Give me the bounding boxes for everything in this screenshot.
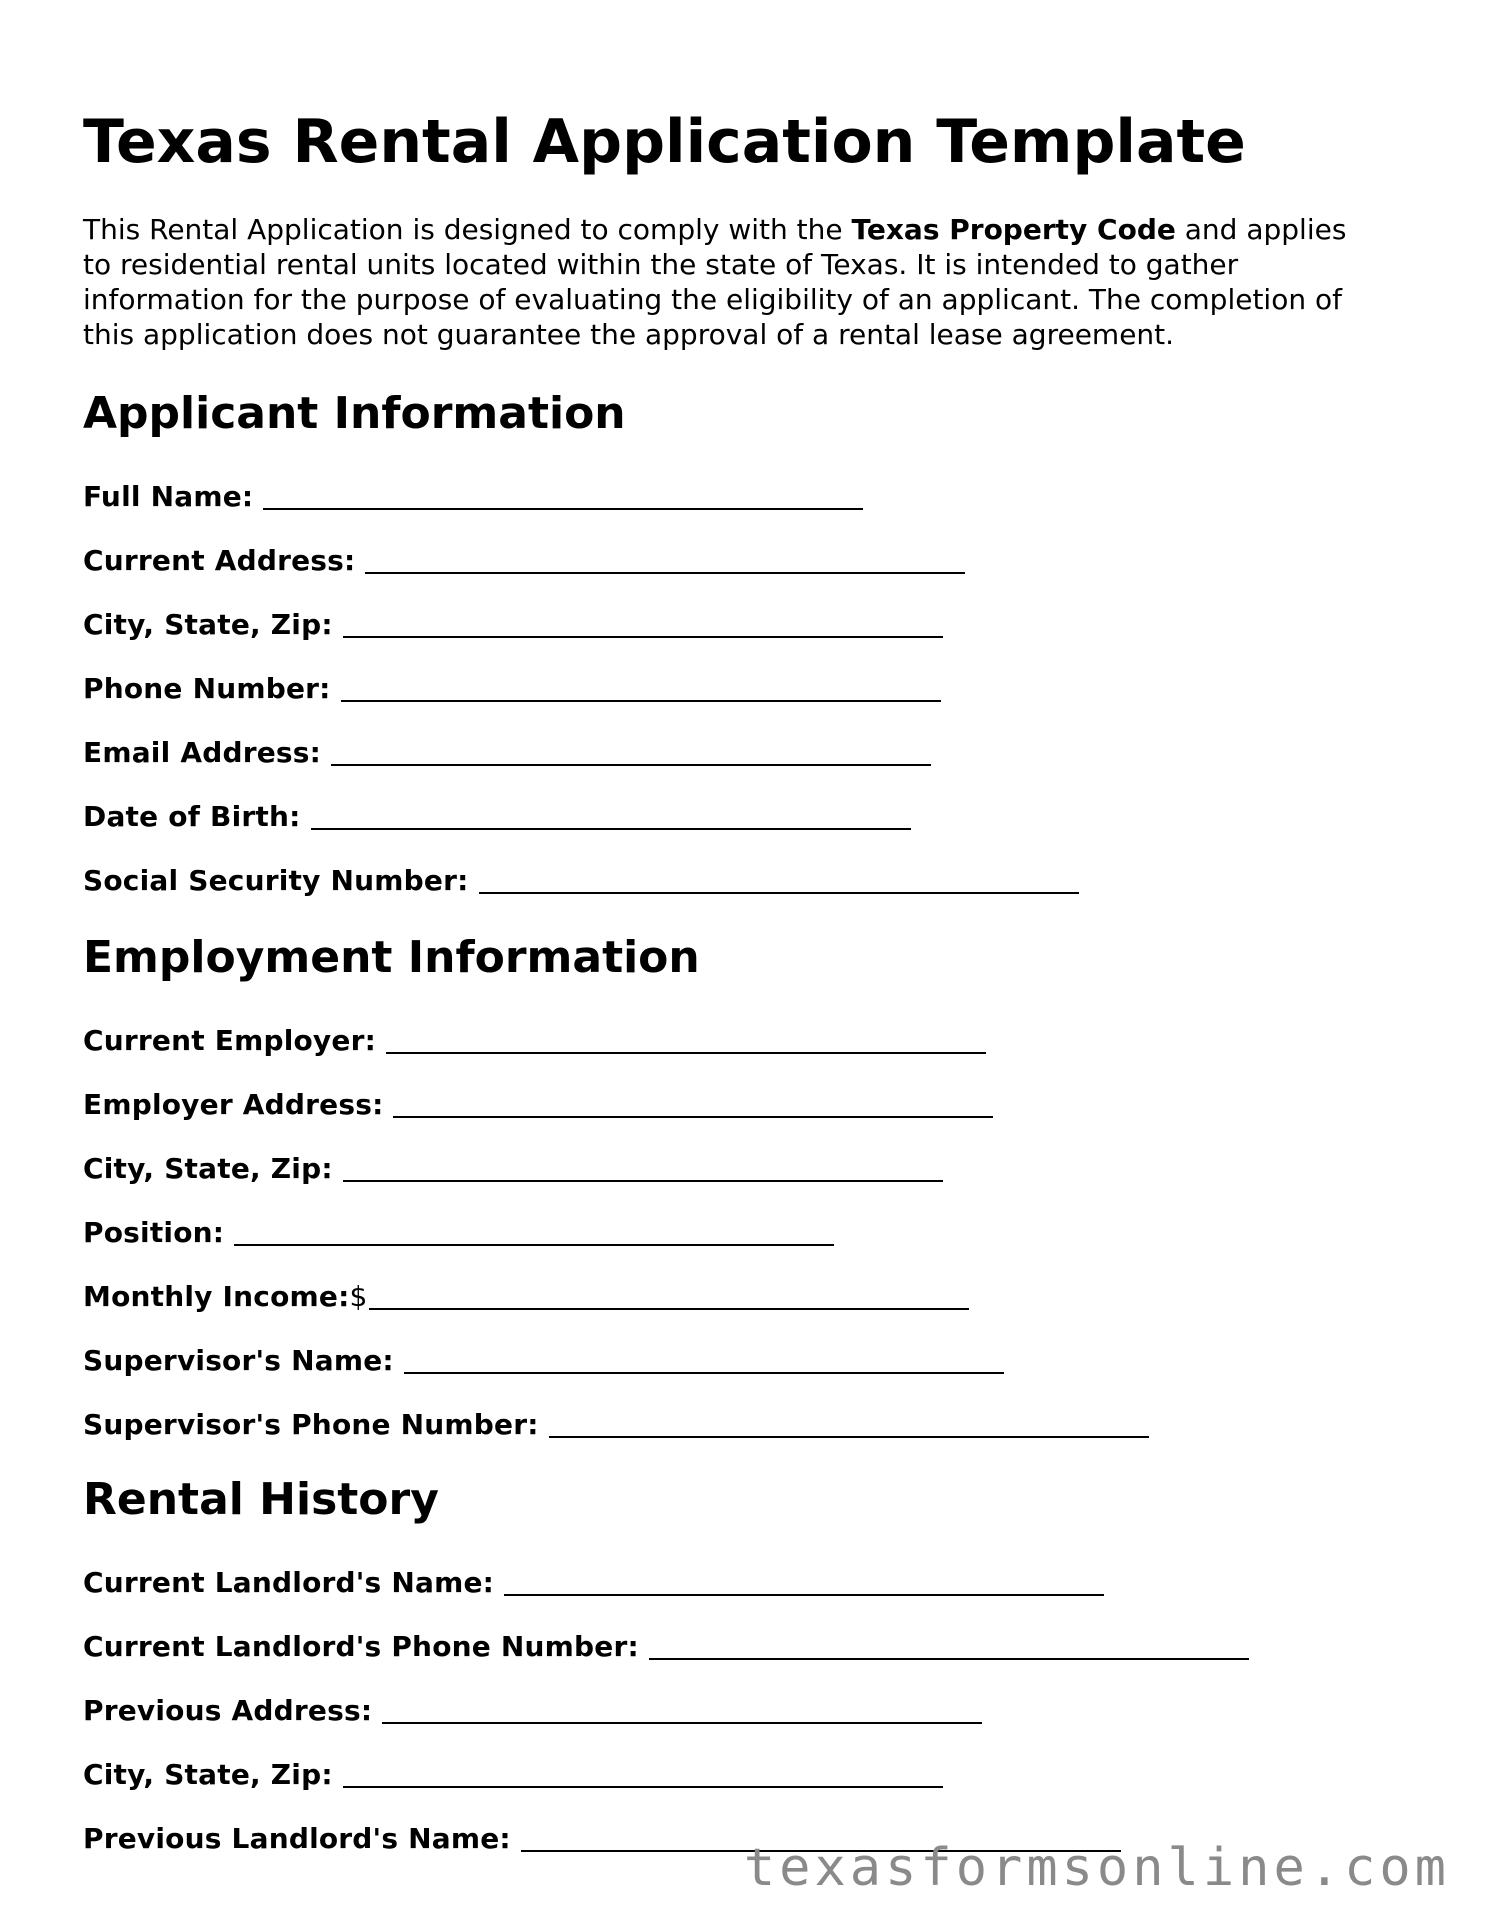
intro-line-4: this application does not guarantee the approval of a rental lease agreement. bbox=[83, 318, 1175, 351]
date-of-birth-input-line[interactable] bbox=[311, 800, 911, 830]
position-label: Position: bbox=[83, 1216, 225, 1249]
applicant-city-state-zip-field bbox=[83, 604, 943, 644]
current-landlord-name-label: Current Landlord's Name: bbox=[83, 1566, 495, 1599]
date-of-birth-field bbox=[83, 796, 911, 836]
supervisor-name-input-line[interactable] bbox=[404, 1344, 1004, 1374]
current-employer-label: Current Employer: bbox=[83, 1024, 376, 1057]
phone-number-input-line[interactable] bbox=[341, 672, 941, 702]
applicant-information-heading: Applicant Information bbox=[83, 388, 626, 439]
ssn-field bbox=[83, 860, 1079, 900]
email-address-input-line[interactable] bbox=[331, 736, 931, 766]
intro-line-1-end: and applies bbox=[1175, 213, 1347, 246]
rental-history-heading: Rental History bbox=[83, 1474, 439, 1525]
full-name-label: Full Name: bbox=[83, 480, 254, 513]
phone-number-field bbox=[83, 668, 941, 708]
ssn-input-line[interactable] bbox=[479, 864, 1079, 894]
ssn-label: Social Security Number: bbox=[83, 864, 469, 897]
employment-information-heading: Employment Information bbox=[83, 932, 700, 983]
previous-address-input-line[interactable] bbox=[382, 1694, 982, 1724]
monthly-income-field bbox=[83, 1276, 969, 1316]
previous-address-field bbox=[83, 1690, 982, 1730]
rental-city-state-zip-label: City, State, Zip: bbox=[83, 1758, 333, 1791]
document-title: Texas Rental Application Template bbox=[83, 107, 1246, 177]
supervisor-phone-input-line[interactable] bbox=[549, 1408, 1149, 1438]
previous-address-label: Previous Address: bbox=[83, 1694, 373, 1727]
full-name-field bbox=[83, 476, 863, 516]
employer-city-state-zip-input-line[interactable] bbox=[343, 1152, 943, 1182]
applicant-city-state-zip-label: City, State, Zip: bbox=[83, 608, 333, 641]
employer-address-label: Employer Address: bbox=[83, 1088, 384, 1121]
intro-line-2: to residential rental units located within the state of Texas. It is intended to gather bbox=[83, 248, 1239, 281]
intro-line-1-start: This Rental Application is designed to comply with the bbox=[83, 213, 852, 246]
supervisor-phone-field bbox=[83, 1404, 1149, 1444]
current-address-field bbox=[83, 540, 965, 580]
employer-address-input-line[interactable] bbox=[393, 1088, 993, 1118]
current-landlord-phone-field bbox=[83, 1626, 1249, 1666]
current-address-label: Current Address: bbox=[83, 544, 356, 577]
monthly-income-input-line[interactable] bbox=[369, 1280, 969, 1310]
applicant-city-state-zip-input-line[interactable] bbox=[343, 608, 943, 638]
rental-city-state-zip-input-line[interactable] bbox=[343, 1758, 943, 1788]
current-landlord-name-input-line[interactable] bbox=[504, 1566, 1104, 1596]
position-field bbox=[83, 1212, 834, 1252]
current-landlord-phone-label: Current Landlord's Phone Number: bbox=[83, 1630, 639, 1663]
intro-bold-term: Texas Property Code bbox=[851, 213, 1176, 246]
dollar-sign-prefix: $ bbox=[349, 1280, 368, 1313]
intro-line-3: information for the purpose of evaluating the eligibility of an applicant. The completion of bbox=[83, 283, 1342, 316]
intro-paragraph bbox=[83, 212, 1413, 352]
intro-line-1 bbox=[83, 212, 1413, 247]
rental-city-state-zip-field bbox=[83, 1754, 943, 1794]
employer-city-state-zip-field bbox=[83, 1148, 943, 1188]
watermark-text: texasformsonline.com bbox=[743, 1838, 1450, 1898]
supervisor-phone-label: Supervisor's Phone Number: bbox=[83, 1408, 539, 1441]
supervisor-name-label: Supervisor's Name: bbox=[83, 1344, 394, 1377]
previous-landlord-name-label: Previous Landlord's Name: bbox=[83, 1822, 511, 1855]
current-landlord-phone-input-line[interactable] bbox=[649, 1630, 1249, 1660]
monthly-income-label: Monthly Income: bbox=[83, 1280, 350, 1313]
employer-city-state-zip-label: City, State, Zip: bbox=[83, 1152, 333, 1185]
current-landlord-name-field bbox=[83, 1562, 1104, 1602]
email-address-field bbox=[83, 732, 931, 772]
phone-number-label: Phone Number: bbox=[83, 672, 331, 705]
date-of-birth-label: Date of Birth: bbox=[83, 800, 301, 833]
current-employer-input-line[interactable] bbox=[386, 1024, 986, 1054]
current-address-input-line[interactable] bbox=[365, 544, 965, 574]
employer-address-field bbox=[83, 1084, 993, 1124]
full-name-input-line[interactable] bbox=[263, 480, 863, 510]
supervisor-name-field bbox=[83, 1340, 1004, 1380]
email-address-label: Email Address: bbox=[83, 736, 322, 769]
current-employer-field bbox=[83, 1020, 986, 1060]
position-input-line[interactable] bbox=[234, 1216, 834, 1246]
